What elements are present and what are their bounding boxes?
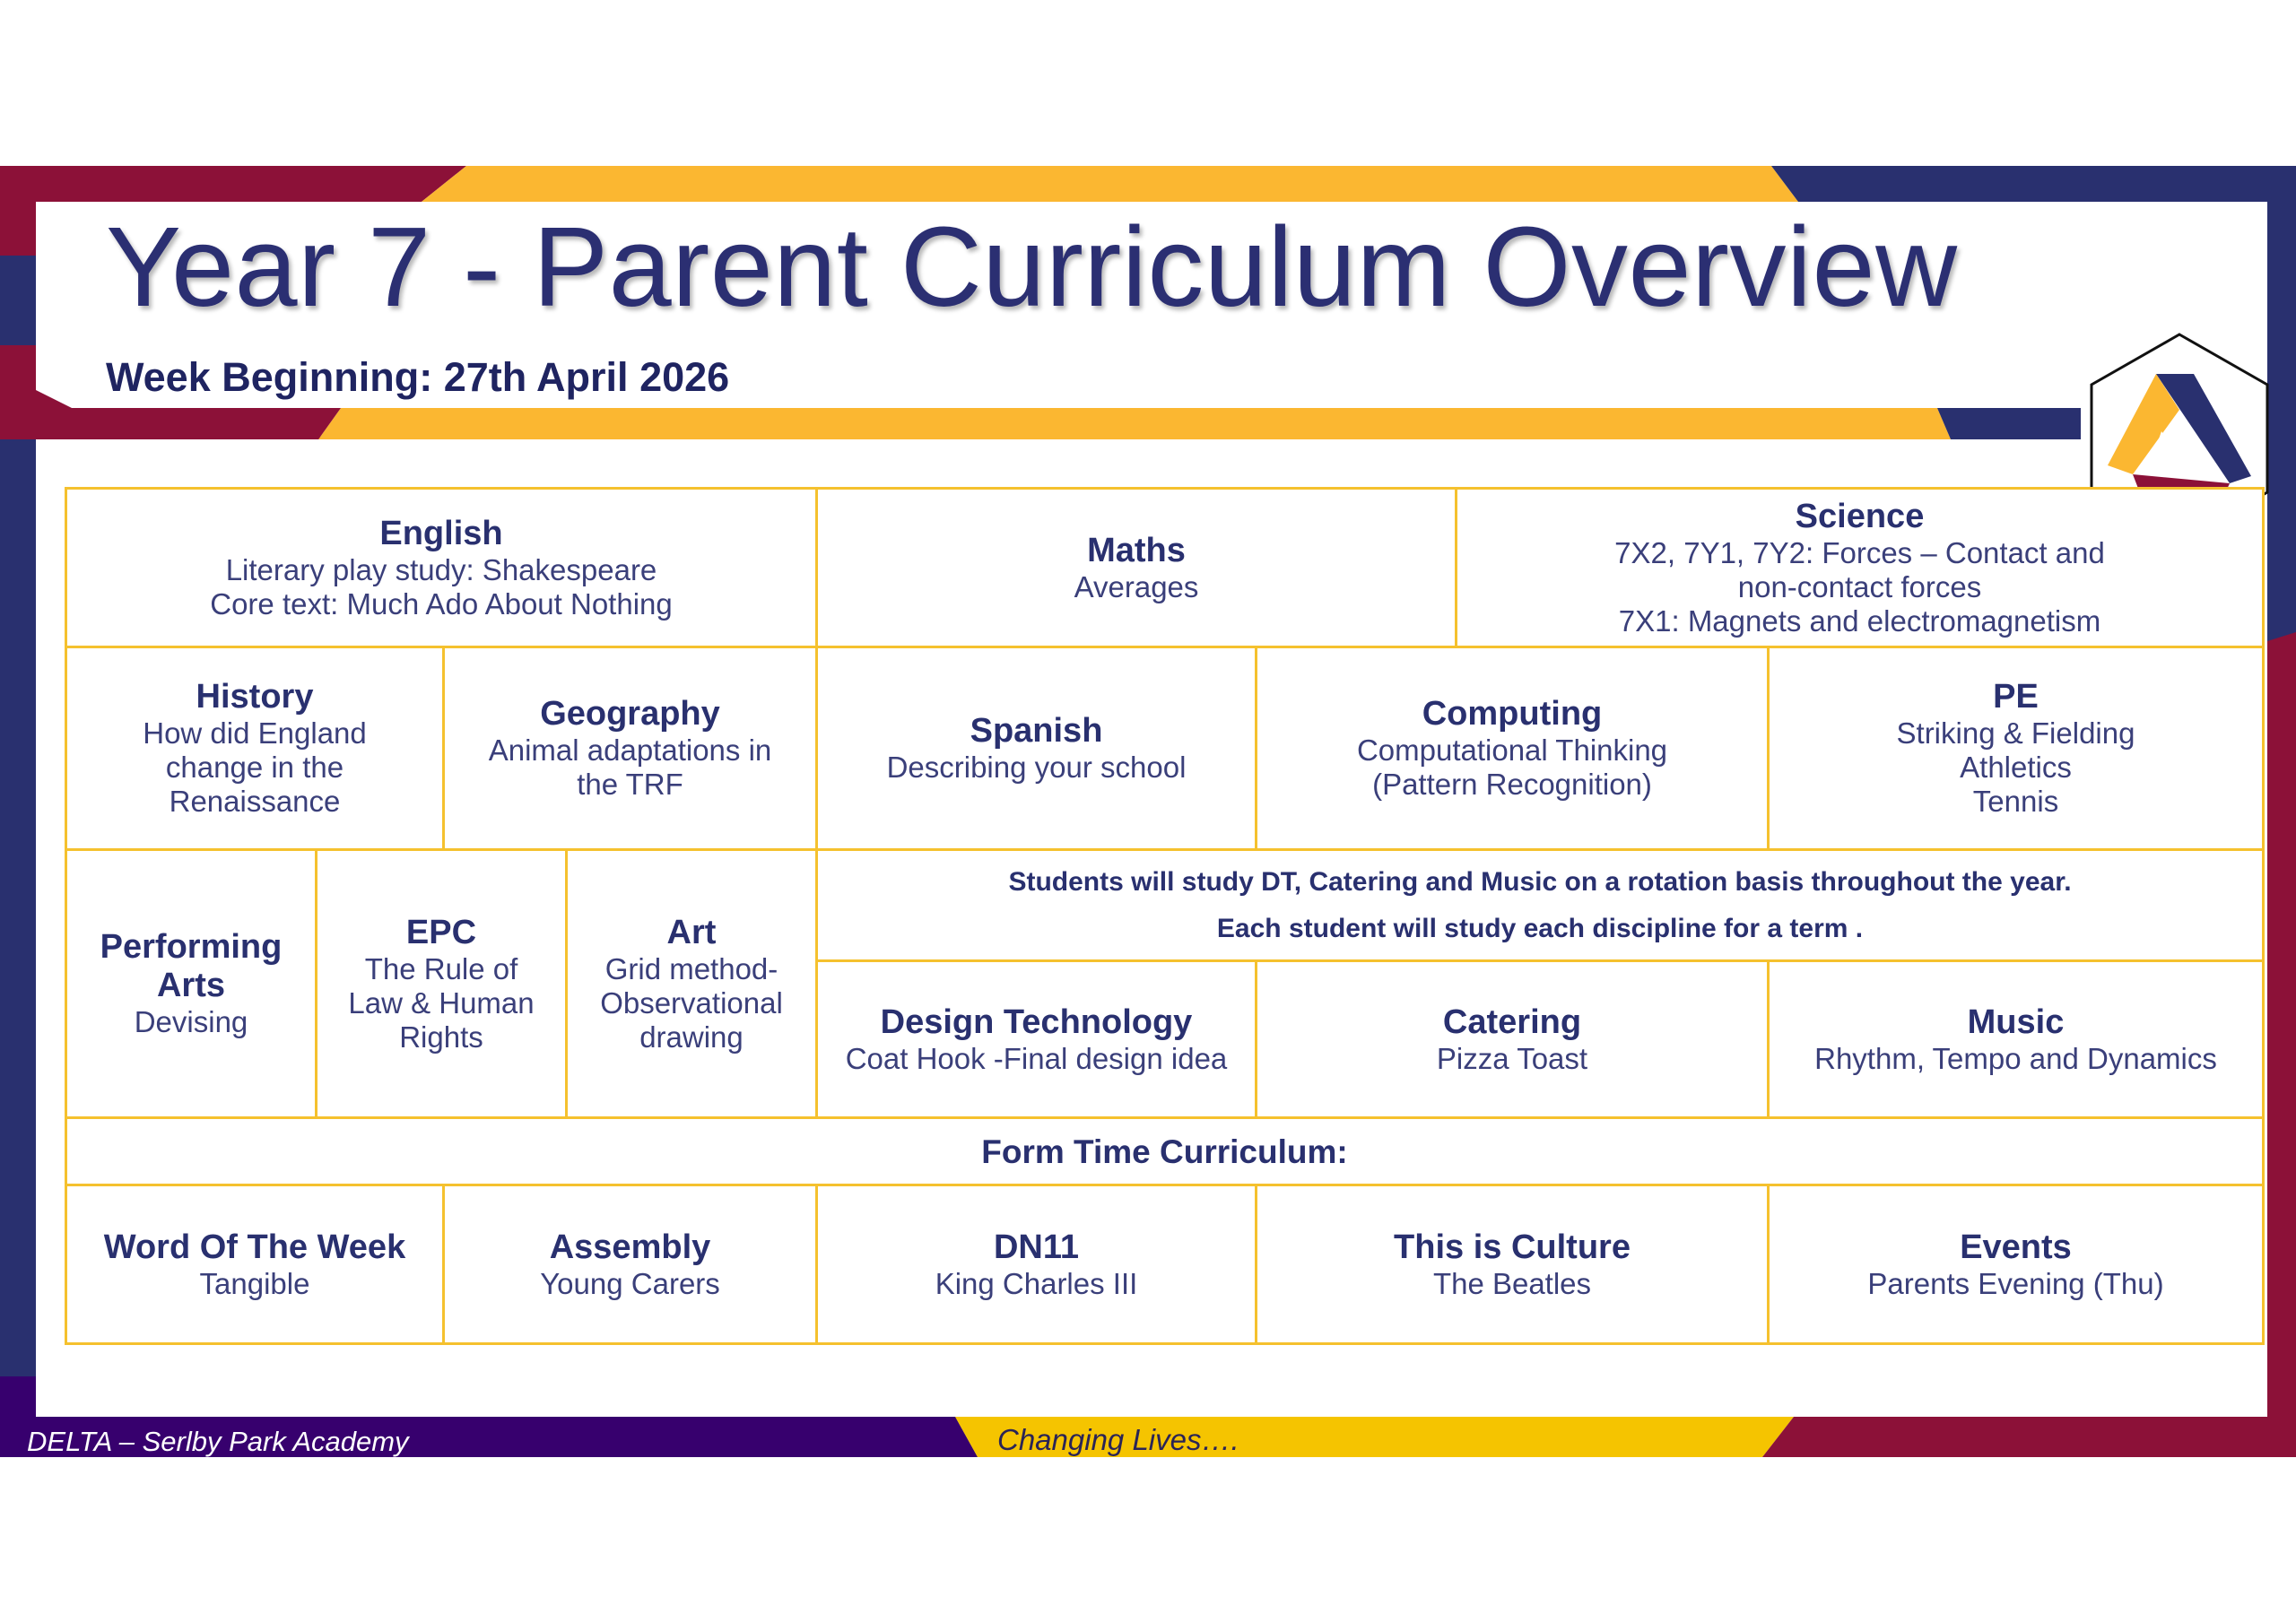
subject-title: Spanish <box>970 712 1103 750</box>
subject-detail: Athletics <box>1960 751 2072 784</box>
subject-detail: (Pattern Recognition) <box>1372 768 1652 801</box>
subject-detail: 7X2, 7Y1, 7Y2: Forces – Contact and <box>1614 535 2105 569</box>
subject-title: Design Technology <box>880 1002 1193 1041</box>
subject-catering <box>1255 959 1770 1119</box>
subject-detail: Devising <box>134 1005 248 1038</box>
week-beginning: Week Beginning: 27th April 2026 <box>106 354 730 400</box>
subject-spanish <box>815 646 1257 851</box>
subject-title: English <box>379 514 503 552</box>
subject-detail: Striking & Fielding <box>1896 716 2135 750</box>
subject-detail: the TRF <box>577 768 683 801</box>
subject-epc <box>315 848 568 1119</box>
subject-design-technology <box>815 959 1257 1119</box>
rotation-note-line: Each student will study each discipline for a term . <box>1216 913 1864 943</box>
subject-title: History <box>196 678 314 716</box>
form-item-title: DN11 <box>993 1228 1080 1266</box>
subject-music <box>1767 959 2265 1119</box>
form-item-detail: The Beatles <box>1432 1266 1592 1300</box>
form-item-title: This is Culture <box>1394 1228 1631 1266</box>
subject-detail: Rights <box>399 1020 483 1054</box>
form-this-is-culture <box>1255 1184 1770 1345</box>
subject-detail: Grid method- <box>604 951 778 985</box>
subject-detail: Describing your school <box>886 751 1187 784</box>
subject-detail: Rhythm, Tempo and Dynamics <box>1814 1041 2217 1075</box>
subject-title: Music <box>1967 1002 2065 1041</box>
rotation-note <box>815 848 2265 962</box>
subject-detail: Animal adaptations in <box>488 733 772 767</box>
subject-detail: Observational <box>600 985 783 1020</box>
subject-title: Catering <box>1442 1002 1582 1041</box>
subject-detail: drawing <box>639 1020 744 1054</box>
form-word-of-the-week <box>65 1184 445 1345</box>
form-item-detail: Parents Evening (Thu) <box>1867 1266 2164 1300</box>
subject-detail: change in the <box>165 751 344 784</box>
subject-title: PE <box>1993 678 2039 716</box>
form-item-detail: Young Carers <box>540 1266 720 1300</box>
subject-detail: non-contact forces <box>1737 569 1982 603</box>
footer-school-name: DELTA – Serlby Park Academy <box>27 1426 409 1457</box>
subject-detail: Computational Thinking <box>1356 733 1668 767</box>
subject-detail: Renaissance <box>169 785 341 818</box>
form-item-detail: King Charles III <box>935 1266 1138 1300</box>
form-item-detail: Tangible <box>199 1266 310 1300</box>
subject-title: Arts <box>156 967 226 1004</box>
subject-performing-arts <box>65 848 317 1119</box>
subject-title: Computing <box>1422 695 1603 733</box>
subject-title: Science <box>1795 497 1925 535</box>
subject-detail: Tennis <box>1972 785 2059 818</box>
subject-detail: Coat Hook -Final design idea <box>845 1041 1228 1075</box>
subject-maths <box>815 487 1457 648</box>
subject-detail: The Rule of <box>364 951 518 985</box>
page-title: Year 7 - Parent Curriculum Overview <box>106 204 1958 330</box>
subject-geography <box>442 646 818 851</box>
form-time-heading-text: Form Time Curriculum: <box>981 1133 1348 1170</box>
subject-title: Art <box>666 913 717 951</box>
subject-pe <box>1767 646 2265 851</box>
subject-title: Performing <box>100 928 283 966</box>
slide <box>0 166 2296 1457</box>
subject-detail: Pizza Toast <box>1436 1041 1588 1075</box>
subject-detail: Literary play study: Shakespeare <box>225 552 657 586</box>
form-item-title: Word Of The Week <box>103 1228 406 1266</box>
form-assembly <box>442 1184 818 1345</box>
form-time-heading <box>65 1116 2265 1186</box>
subject-title: Geography <box>540 695 720 733</box>
subject-title: Maths <box>1087 531 1186 569</box>
form-item-title: Events <box>1960 1228 2072 1266</box>
subject-english <box>65 487 818 648</box>
rotation-note-line: Students will study DT, Catering and Music on a rotation basis throughout the year. <box>1008 866 2072 897</box>
subject-detail: 7X1: Magnets and electromagnetism <box>1618 603 2101 638</box>
form-dn11 <box>815 1184 1257 1345</box>
subject-title: EPC <box>405 913 477 951</box>
subject-computing <box>1255 646 1770 851</box>
subject-history <box>65 646 445 851</box>
subject-science <box>1455 487 2265 648</box>
form-item-title: Assembly <box>549 1228 711 1266</box>
subject-detail: Law & Human <box>348 985 535 1020</box>
subject-detail: How did England <box>143 716 367 750</box>
subject-detail: Core text: Much Ado About Nothing <box>210 586 673 621</box>
subject-art <box>565 848 818 1119</box>
footer-tagline: Changing Lives…. <box>997 1423 1239 1456</box>
form-events <box>1767 1184 2265 1345</box>
subject-detail: Averages <box>1074 569 1199 603</box>
